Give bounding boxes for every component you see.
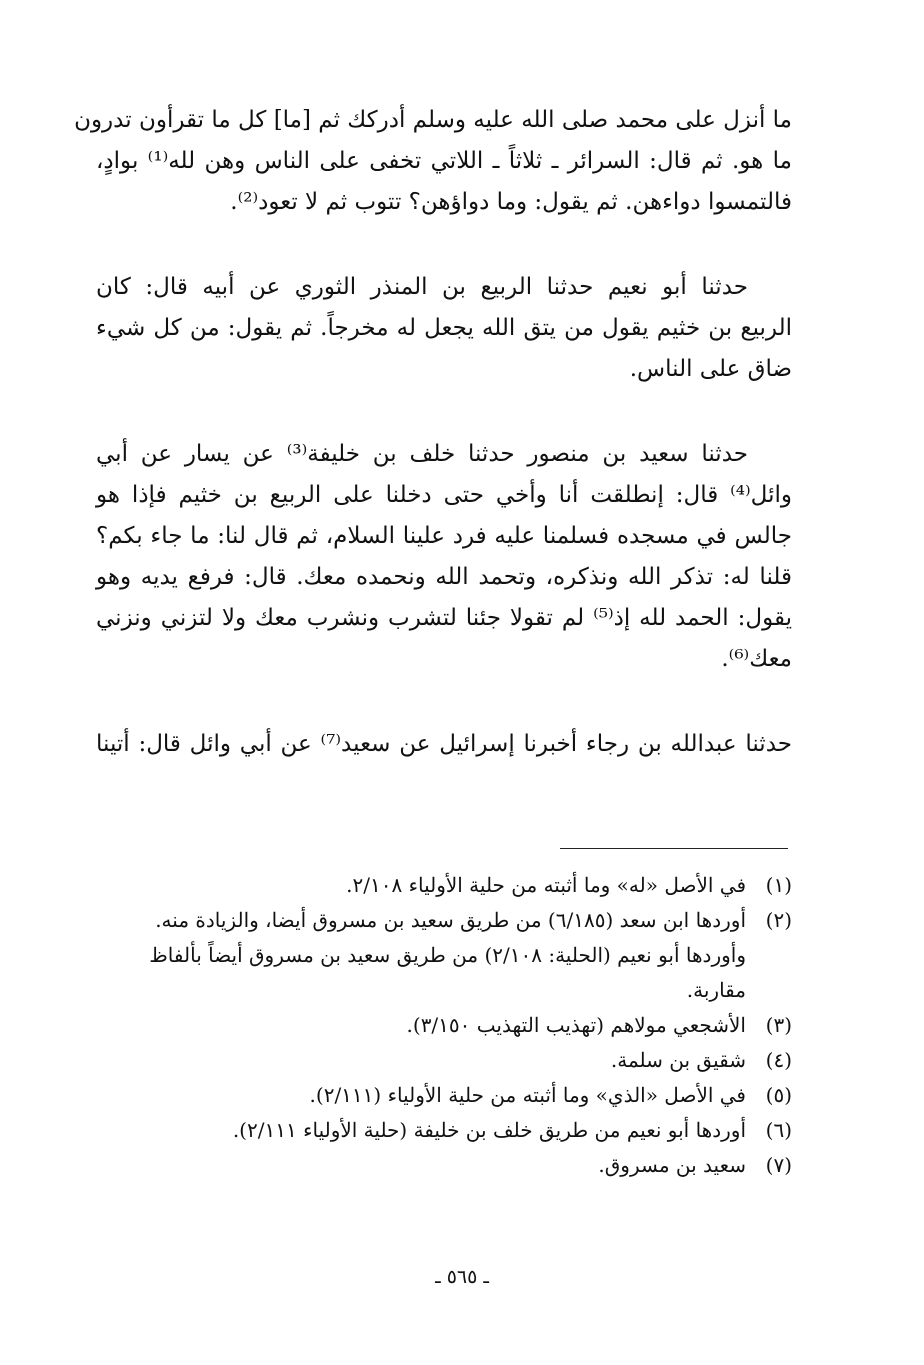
footnote-6 [96, 1113, 792, 1148]
footnote-line: في الأصل «له» وما أثبته من حلية الأولياء ٢/١٠٨. [346, 873, 746, 897]
footnote-7 [96, 1148, 792, 1183]
footnote-line: مقاربة. [686, 978, 746, 1002]
footnote-line: شقيق بن سلمة. [610, 1048, 746, 1072]
footnote-line: في الأصل «الذي» وما أثبته من حلية الأولياء (٢/١١١). [309, 1083, 746, 1107]
text-line: قلنا له: تذكر الله ونذكره، وتحمد الله ونحمده معك. قال: فرفع يديه وهو [96, 564, 792, 590]
footnote-divider [560, 848, 788, 849]
paragraph-4 [96, 724, 792, 765]
footnote-1 [96, 868, 792, 903]
footnote-line: الأشجعي مولاهم (تهذيب التهذيب ٣/١٥٠). [406, 1013, 746, 1037]
text-line: ما أنزل على محمد صلى الله عليه وسلم أدركك ثم [ما] كل ما تقرأون تدرون [74, 107, 792, 133]
text-line: معك⁽⁶⁾. [721, 646, 792, 672]
text-line: الربيع بن خثيم يقول من يتق الله يجعل له مخرجاً. ثم يقول: من كل شيء [96, 315, 792, 341]
page-number: ـ ٥٦٥ ـ [435, 1266, 489, 1288]
footnote-5 [96, 1078, 792, 1113]
footnote-number: (٥) [765, 1083, 792, 1107]
paragraph-1 [74, 100, 792, 223]
text-line: جالس في مسجده فسلمنا عليه فرد علينا السلام، ثم قال لنا: ما جاء بكم؟ [96, 523, 792, 549]
footnote-text [96, 1008, 746, 1043]
footnote-number: (٦) [765, 1118, 792, 1142]
footnote-text [96, 1113, 746, 1148]
footnote-text [96, 903, 746, 1008]
footnote-number: (٢) [765, 908, 792, 932]
footnote-line: أوردها أبو نعيم من طريق خلف بن خليفة (حلية الأولياء ٢/١١١). [232, 1118, 746, 1142]
footnote-number: (٧) [765, 1153, 792, 1177]
footnote-number: (٣) [765, 1013, 792, 1037]
main-text [74, 100, 792, 809]
paragraph-2 [96, 267, 792, 390]
footnote-4 [96, 1043, 792, 1078]
footnote-number: (١) [765, 873, 792, 897]
text-line: يقول: الحمد لله إذ⁽⁵⁾ لم تقولا جئنا لتشرب ونشرب معك ولا لتزني ونزني [96, 605, 792, 631]
text-line: ما هو. ثم قال: السرائر ـ ثلاثاً ـ اللاتي تخفى على الناس وهن لله⁽¹⁾ بوادٍ، [96, 148, 792, 174]
footnote-line: أوردها ابن سعد (٦/١٨٥) من طريق سعيد بن مسروق أيضا، والزيادة منه. [155, 908, 746, 932]
text-line: حدثنا سعيد بن منصور حدثنا خلف بن خليفة⁽³⁾ عن يسار عن أبي [96, 441, 748, 467]
text-line: وائل⁽⁴⁾ قال: إنطلقت أنا وأخي حتى دخلنا على الربيع بن خثيم فإذا هو [96, 482, 792, 508]
text-line: حدثنا عبدالله بن رجاء أخبرنا إسرائيل عن سعيد⁽⁷⁾ عن أبي وائل قال: أتينا [96, 731, 792, 757]
footnote-text [96, 1148, 746, 1183]
footnote-line: سعيد بن مسروق. [598, 1153, 746, 1177]
text-line: حدثنا أبو نعيم حدثنا الربيع بن المنذر الثوري عن أبيه قال: كان [96, 274, 748, 300]
footnote-text [96, 1078, 746, 1113]
footnote-3 [96, 1008, 792, 1043]
footnote-line: وأوردها أبو نعيم (الحلية: ٢/١٠٨) من طريق سعيد بن مسروق أيضاً بألفاظ [149, 943, 746, 967]
footnote-text [96, 868, 746, 903]
footnote-number: (٤) [765, 1048, 792, 1072]
footnotes [96, 868, 792, 1183]
footnote-2 [96, 903, 792, 1008]
text-line: فالتمسوا دواءهن. ثم يقول: وما دواؤهن؟ تتوب ثم لا تعود⁽²⁾. [230, 189, 792, 215]
text-line: ضاق على الناس. [629, 356, 792, 382]
paragraph-3 [96, 434, 792, 680]
footnote-text [96, 1043, 746, 1078]
